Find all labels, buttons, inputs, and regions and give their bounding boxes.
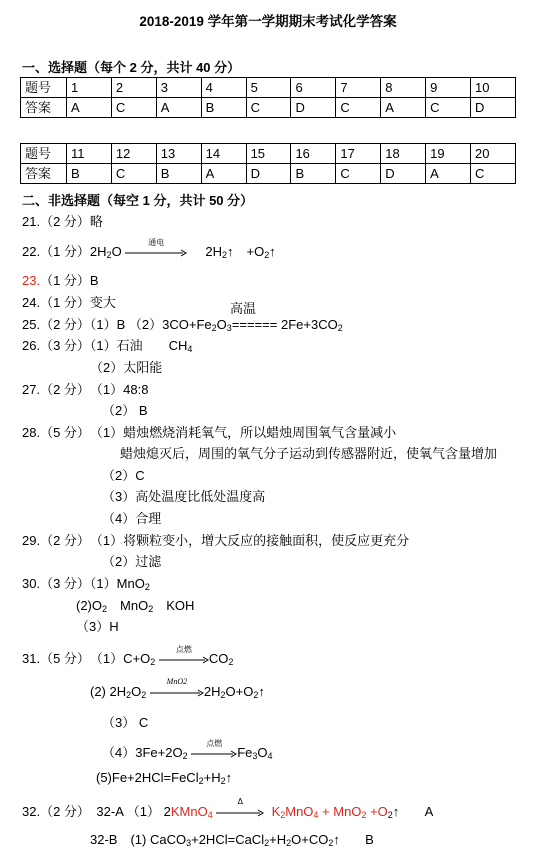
answer-31-line3: （3） C — [102, 715, 149, 730]
table-cell: D — [291, 98, 336, 118]
table-cell: C — [111, 98, 156, 118]
table-cell: D — [246, 164, 291, 184]
table-cell: A — [381, 98, 426, 118]
table-row-answers — [21, 98, 516, 118]
table-cell: 11 — [67, 144, 112, 164]
answer-28-line2: 蜡烛熄灭后，周围的氧气分子运动到传感器附近，使氧气含量增加 — [120, 446, 498, 461]
table-cell: C — [246, 98, 291, 118]
answer-32-line1: 32.（2 分） 32-A （1） 2KMnO$_4$ Δ $K_2MnO_4 + MnO_2$ $+O_2↑$ A — [22, 796, 434, 820]
condition-label: 高温 — [230, 301, 257, 316]
section-nonchoice-heading: 二、非选择题（每空 1 分，共计 50 分） — [22, 193, 254, 208]
table-cell: 15 — [246, 144, 291, 164]
table-row-numbers — [21, 144, 516, 164]
reaction-arrow: 通电 — [125, 249, 187, 257]
answer-23: 23.（1 分）B — [22, 273, 99, 288]
reaction-arrow: Δ — [216, 809, 264, 817]
answer-24: 24.（1 分）变大 — [22, 295, 116, 310]
table-cell: 20 — [471, 144, 516, 164]
answer-28-line1: 28.（5 分） （1）蜡烛燃烧消耗氧气，所以蜡烛周围氧气含量减小 — [22, 425, 397, 440]
table-cell: B — [67, 164, 112, 184]
answer-label: 答案 — [21, 98, 67, 118]
table-cell: 5 — [246, 78, 291, 98]
table-cell: 19 — [426, 144, 471, 164]
answer-28-line3: （2）C — [102, 468, 145, 483]
table-cell: 4 — [201, 78, 246, 98]
answer-30-line3: （3）H — [76, 619, 119, 634]
table-cell: B — [291, 164, 336, 184]
table-cell: A — [67, 98, 112, 118]
header-label: 题号 — [21, 144, 67, 164]
section-choice-heading: 一、选择题（每个 2 分，共计 40 分） — [22, 60, 241, 75]
table-cell: D — [381, 164, 426, 184]
table-cell: 18 — [381, 144, 426, 164]
table-cell: A — [201, 164, 246, 184]
answer-25: 25.（2 分）（1）B $(2)3CO+Fe_2O_3====== 2Fe+3CO_2$ — [22, 317, 343, 333]
table-cell: A — [426, 164, 471, 184]
answer-29-line1: 29.（2 分） （1）将颗粒变小，增大反应的接触面积，使反应更充分 — [22, 533, 410, 548]
table-cell: 6 — [291, 78, 336, 98]
answer-21: 21.（2 分）略 — [22, 214, 103, 229]
table-cell: 13 — [156, 144, 201, 164]
table-cell: 9 — [426, 78, 471, 98]
table-cell: 16 — [291, 144, 336, 164]
table-cell: 12 — [111, 144, 156, 164]
reaction-arrow: MnO2 — [150, 689, 204, 697]
answer-30-line1: 30.（3 分）（1）MnO$_2$ — [22, 576, 150, 592]
table-cell: 2 — [111, 78, 156, 98]
table-cell: 8 — [381, 78, 426, 98]
table-cell: 3 — [156, 78, 201, 98]
table-cell: C — [111, 164, 156, 184]
table-cell: A — [156, 98, 201, 118]
answer-31-line5: $(5)Fe+2HCl=FeCl_2+H_2↑$ — [96, 770, 233, 786]
table-cell: C — [336, 164, 381, 184]
header-label: 题号 — [21, 78, 67, 98]
table-cell: 14 — [201, 144, 246, 164]
answer-27-line2: （2） B — [102, 403, 148, 418]
answer-label: 答案 — [21, 164, 67, 184]
reaction-arrow: 点燃 — [159, 656, 209, 664]
answer-31-line2: (2) $2H_2O_2$ MnO2 $2H_2O+O_2↑$ — [90, 676, 265, 700]
answer-table-2 — [20, 143, 516, 184]
answer-28-line5: （4）合理 — [102, 511, 162, 526]
reaction-arrow: 点燃 — [191, 750, 237, 758]
answer-29-line2: （2）过滤 — [102, 554, 162, 569]
table-row-numbers — [21, 78, 516, 98]
table-cell: D — [471, 98, 516, 118]
answer-22: 22.（1 分）$2H_2O$ 通电 $2H_2↑$ $+O_2↑$ — [22, 237, 276, 260]
table-cell: B — [156, 164, 201, 184]
answer-26-line1: 26.（3 分）（1）石油 $CH_4$ — [22, 338, 193, 354]
table-cell: C — [471, 164, 516, 184]
table-cell: 7 — [336, 78, 381, 98]
answer-table-1 — [20, 77, 516, 118]
table-cell: B — [201, 98, 246, 118]
table-cell: 10 — [471, 78, 516, 98]
table-cell: 17 — [336, 144, 381, 164]
answer-28-line4: （3）高处温度比低处温度高 — [102, 489, 266, 504]
answer-31-line1: 31.（5 分） $(1)C+O_2$ 点燃 $CO_2$ — [22, 644, 234, 667]
answer-30-line2: $(2)O_2$ MnO$_2$ KOH — [76, 598, 195, 614]
table-row-answers — [21, 164, 516, 184]
page-title: 2018-2019 学年第一学期期末考试化学答案 — [139, 14, 397, 29]
answer-31-line4: $(4)3Fe+2O_2$ 点燃 $Fe_3O_4$ — [102, 738, 273, 761]
answer-27-line1: 27.（2 分） （1）48:8 — [22, 382, 149, 397]
table-cell: C — [336, 98, 381, 118]
answer-32-line2: 32-B (1) $CaCO_3+2HCl=CaCl_2+H_2O+CO_2↑$ B — [90, 832, 374, 848]
table-cell: 1 — [67, 78, 112, 98]
table-cell: C — [426, 98, 471, 118]
answer-26-line2: （2）太阳能 — [90, 360, 163, 375]
